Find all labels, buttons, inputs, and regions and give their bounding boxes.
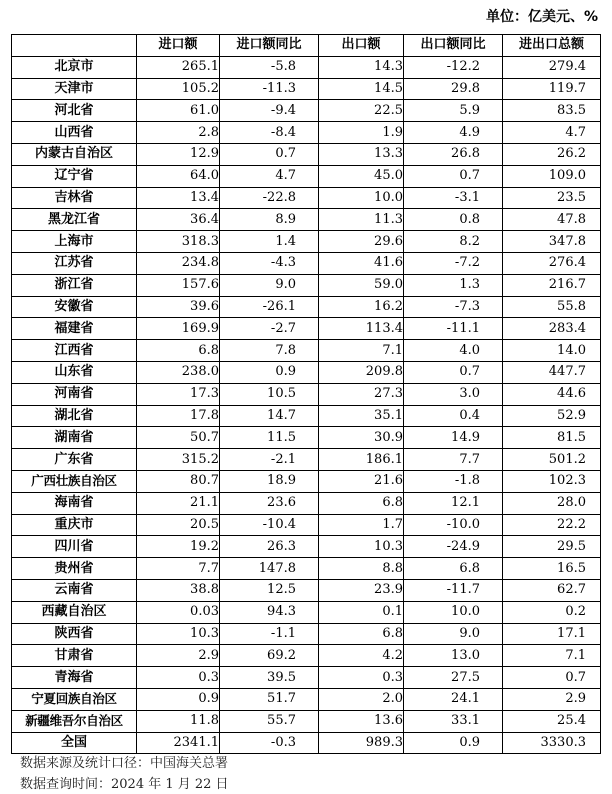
- region-name: 江西省: [12, 340, 137, 362]
- total-value: 347.8: [503, 231, 601, 253]
- region-name: 新疆维吾尔自治区: [12, 710, 137, 732]
- total-value: 2.9: [503, 688, 601, 710]
- total-value: 119.7: [503, 78, 601, 100]
- export-value: 0.3: [319, 667, 404, 689]
- table-row: [12, 710, 601, 732]
- table-row: [12, 340, 601, 362]
- export-yoy: 0.4: [404, 405, 503, 427]
- total-value: 55.8: [503, 296, 601, 318]
- export-yoy: 4.0: [404, 340, 503, 362]
- export-yoy: -10.0: [404, 514, 503, 536]
- region-name: 四川省: [12, 536, 137, 558]
- import-value: 61.0: [137, 100, 220, 122]
- region-name: 湖北省: [12, 405, 137, 427]
- table-row: [12, 274, 601, 296]
- region-name: 贵州省: [12, 558, 137, 580]
- total-value: 279.4: [503, 56, 601, 78]
- import-yoy: 51.7: [220, 688, 319, 710]
- import-value: 157.6: [137, 274, 220, 296]
- import-value: 169.9: [137, 318, 220, 340]
- region-name: 陕西省: [12, 623, 137, 645]
- region-name: 上海市: [12, 231, 137, 253]
- import-yoy: 7.8: [220, 340, 319, 362]
- import-value: 7.7: [137, 558, 220, 580]
- table-row: [12, 209, 601, 231]
- table-row: [12, 579, 601, 601]
- table-header-row: [12, 35, 601, 57]
- import-yoy: -11.3: [220, 78, 319, 100]
- total-value: 22.2: [503, 514, 601, 536]
- import-value: 265.1: [137, 56, 220, 78]
- import-value: 2341.1: [137, 732, 220, 754]
- import-value: 11.8: [137, 710, 220, 732]
- total-value: 447.7: [503, 361, 601, 383]
- table-row: [12, 667, 601, 689]
- export-yoy: 27.5: [404, 667, 503, 689]
- export-yoy: 24.1: [404, 688, 503, 710]
- export-value: 6.8: [319, 623, 404, 645]
- total-value: 44.6: [503, 383, 601, 405]
- total-value: 26.2: [503, 143, 601, 165]
- import-value: 21.1: [137, 492, 220, 514]
- import-value: 0.9: [137, 688, 220, 710]
- export-yoy: 10.0: [404, 601, 503, 623]
- export-yoy: 4.9: [404, 122, 503, 144]
- import-value: 2.9: [137, 645, 220, 667]
- export-yoy: 0.9: [404, 732, 503, 754]
- total-value: 216.7: [503, 274, 601, 296]
- export-yoy: 5.9: [404, 100, 503, 122]
- export-value: 14.3: [319, 56, 404, 78]
- table-row: [12, 143, 601, 165]
- export-value: 0.1: [319, 601, 404, 623]
- import-value: 234.8: [137, 252, 220, 274]
- import-value: 19.2: [137, 536, 220, 558]
- region-name: 西藏自治区: [12, 601, 137, 623]
- region-name: 辽宁省: [12, 165, 137, 187]
- total-value: 23.5: [503, 187, 601, 209]
- export-value: 13.6: [319, 710, 404, 732]
- total-value: 81.5: [503, 427, 601, 449]
- table-row: [12, 427, 601, 449]
- export-value: 4.2: [319, 645, 404, 667]
- region-name: 黑龙江省: [12, 209, 137, 231]
- import-value: 2.8: [137, 122, 220, 144]
- import-yoy: 39.5: [220, 667, 319, 689]
- export-value: 186.1: [319, 449, 404, 471]
- export-value: 7.1: [319, 340, 404, 362]
- region-name: 广西壮族自治区: [12, 470, 137, 492]
- total-value: 283.4: [503, 318, 601, 340]
- table-row: [12, 558, 601, 580]
- export-value: 41.6: [319, 252, 404, 274]
- region-name: 内蒙古自治区: [12, 143, 137, 165]
- total-value: 4.7: [503, 122, 601, 144]
- import-yoy: -2.1: [220, 449, 319, 471]
- import-value: 315.2: [137, 449, 220, 471]
- import-yoy: 9.0: [220, 274, 319, 296]
- export-value: 1.7: [319, 514, 404, 536]
- export-yoy: 33.1: [404, 710, 503, 732]
- header-region: [12, 35, 137, 57]
- import-yoy: 26.3: [220, 536, 319, 558]
- table-row: [12, 318, 601, 340]
- total-value: 7.1: [503, 645, 601, 667]
- export-value: 2.0: [319, 688, 404, 710]
- region-name: 福建省: [12, 318, 137, 340]
- export-value: 8.8: [319, 558, 404, 580]
- import-yoy: 1.4: [220, 231, 319, 253]
- export-yoy: 29.8: [404, 78, 503, 100]
- region-name: 湖南省: [12, 427, 137, 449]
- table-row: [12, 187, 601, 209]
- import-yoy: 14.7: [220, 405, 319, 427]
- import-yoy: 11.5: [220, 427, 319, 449]
- header-total: 进出口总额: [503, 35, 601, 57]
- export-yoy: 0.7: [404, 165, 503, 187]
- total-value: 52.9: [503, 405, 601, 427]
- export-value: 45.0: [319, 165, 404, 187]
- import-value: 238.0: [137, 361, 220, 383]
- import-yoy: 147.8: [220, 558, 319, 580]
- import-yoy: 4.7: [220, 165, 319, 187]
- import-value: 12.9: [137, 143, 220, 165]
- table-row: [12, 514, 601, 536]
- import-yoy: 69.2: [220, 645, 319, 667]
- total-value: 83.5: [503, 100, 601, 122]
- table-row: [12, 231, 601, 253]
- export-value: 209.8: [319, 361, 404, 383]
- header-export-yoy: 出口额同比: [404, 35, 503, 57]
- total-value: 3330.3: [503, 732, 601, 754]
- total-value: 25.4: [503, 710, 601, 732]
- export-value: 30.9: [319, 427, 404, 449]
- export-value: 989.3: [319, 732, 404, 754]
- region-name: 海南省: [12, 492, 137, 514]
- table-row: [12, 732, 601, 754]
- export-value: 16.2: [319, 296, 404, 318]
- table-row: [12, 623, 601, 645]
- table-row: [12, 165, 601, 187]
- export-yoy: 8.2: [404, 231, 503, 253]
- total-value: 102.3: [503, 470, 601, 492]
- table-row: [12, 296, 601, 318]
- table-row: [12, 688, 601, 710]
- export-yoy: -1.8: [404, 470, 503, 492]
- import-yoy: -1.1: [220, 623, 319, 645]
- export-yoy: 7.7: [404, 449, 503, 471]
- total-value: 62.7: [503, 579, 601, 601]
- unit-label: 单位：亿美元、%: [485, 9, 598, 25]
- region-name: 广东省: [12, 449, 137, 471]
- export-value: 11.3: [319, 209, 404, 231]
- import-yoy: -9.4: [220, 100, 319, 122]
- table-body: [12, 56, 601, 754]
- export-value: 14.5: [319, 78, 404, 100]
- import-yoy: 0.7: [220, 143, 319, 165]
- import-yoy: 94.3: [220, 601, 319, 623]
- export-yoy: 26.8: [404, 143, 503, 165]
- import-value: 39.6: [137, 296, 220, 318]
- export-yoy: -3.1: [404, 187, 503, 209]
- table-row: [12, 645, 601, 667]
- region-name: 北京市: [12, 56, 137, 78]
- region-name: 天津市: [12, 78, 137, 100]
- import-yoy: 55.7: [220, 710, 319, 732]
- table-row: [12, 78, 601, 100]
- table-row: [12, 100, 601, 122]
- region-name: 江苏省: [12, 252, 137, 274]
- import-yoy: 18.9: [220, 470, 319, 492]
- export-yoy: -12.2: [404, 56, 503, 78]
- import-value: 64.0: [137, 165, 220, 187]
- import-yoy: 10.5: [220, 383, 319, 405]
- import-yoy: 0.9: [220, 361, 319, 383]
- export-value: 35.1: [319, 405, 404, 427]
- import-value: 105.2: [137, 78, 220, 100]
- trade-table: [11, 34, 601, 754]
- export-yoy: 14.9: [404, 427, 503, 449]
- import-yoy: -22.8: [220, 187, 319, 209]
- region-name: 河北省: [12, 100, 137, 122]
- import-value: 10.3: [137, 623, 220, 645]
- import-value: 17.3: [137, 383, 220, 405]
- export-yoy: 0.7: [404, 361, 503, 383]
- total-value: 17.1: [503, 623, 601, 645]
- import-yoy: -26.1: [220, 296, 319, 318]
- import-yoy: -8.4: [220, 122, 319, 144]
- import-value: 0.3: [137, 667, 220, 689]
- region-name: 甘肃省: [12, 645, 137, 667]
- table-row: [12, 405, 601, 427]
- region-name: 云南省: [12, 579, 137, 601]
- export-value: 10.0: [319, 187, 404, 209]
- import-value: 6.8: [137, 340, 220, 362]
- total-value: 28.0: [503, 492, 601, 514]
- import-value: 318.3: [137, 231, 220, 253]
- table-row: [12, 252, 601, 274]
- export-yoy: -11.7: [404, 579, 503, 601]
- total-value: 47.8: [503, 209, 601, 231]
- import-yoy: -5.8: [220, 56, 319, 78]
- table-row: [12, 470, 601, 492]
- region-name: 吉林省: [12, 187, 137, 209]
- region-name: 重庆市: [12, 514, 137, 536]
- total-value: 501.2: [503, 449, 601, 471]
- table-row: [12, 449, 601, 471]
- import-yoy: -4.3: [220, 252, 319, 274]
- export-yoy: 9.0: [404, 623, 503, 645]
- total-value: 16.5: [503, 558, 601, 580]
- total-value: 0.7: [503, 667, 601, 689]
- export-value: 22.5: [319, 100, 404, 122]
- export-value: 27.3: [319, 383, 404, 405]
- import-yoy: -10.4: [220, 514, 319, 536]
- export-yoy: -24.9: [404, 536, 503, 558]
- header-import-yoy: 进口额同比: [220, 35, 319, 57]
- region-name: 山东省: [12, 361, 137, 383]
- table-row: [12, 601, 601, 623]
- table-row: [12, 56, 601, 78]
- region-name: 山西省: [12, 122, 137, 144]
- export-yoy: 1.3: [404, 274, 503, 296]
- total-value: 276.4: [503, 252, 601, 274]
- header-import: 进口额: [137, 35, 220, 57]
- import-yoy: 12.5: [220, 579, 319, 601]
- export-value: 1.9: [319, 122, 404, 144]
- region-name: 安徽省: [12, 296, 137, 318]
- export-value: 23.9: [319, 579, 404, 601]
- query-time-note: 数据查询时间：2024 年 1 月 22 日: [20, 777, 229, 792]
- import-yoy: -0.3: [220, 732, 319, 754]
- export-value: 21.6: [319, 470, 404, 492]
- source-note: 数据来源及统计口径：中国海关总署: [20, 756, 229, 771]
- export-yoy: 13.0: [404, 645, 503, 667]
- import-yoy: 23.6: [220, 492, 319, 514]
- import-value: 20.5: [137, 514, 220, 536]
- region-name: 浙江省: [12, 274, 137, 296]
- export-yoy: 3.0: [404, 383, 503, 405]
- export-yoy: 12.1: [404, 492, 503, 514]
- region-name: 河南省: [12, 383, 137, 405]
- export-value: 13.3: [319, 143, 404, 165]
- import-value: 38.8: [137, 579, 220, 601]
- export-value: 59.0: [319, 274, 404, 296]
- header-export: 出口额: [319, 35, 404, 57]
- import-value: 0.03: [137, 601, 220, 623]
- import-yoy: 8.9: [220, 209, 319, 231]
- table-row: [12, 361, 601, 383]
- export-value: 6.8: [319, 492, 404, 514]
- export-value: 29.6: [319, 231, 404, 253]
- export-value: 113.4: [319, 318, 404, 340]
- table-row: [12, 536, 601, 558]
- total-value: 14.0: [503, 340, 601, 362]
- export-yoy: -7.2: [404, 252, 503, 274]
- region-name: 青海省: [12, 667, 137, 689]
- total-value: 0.2: [503, 601, 601, 623]
- import-value: 80.7: [137, 470, 220, 492]
- table-row: [12, 492, 601, 514]
- table-row: [12, 383, 601, 405]
- export-yoy: -11.1: [404, 318, 503, 340]
- total-value: 29.5: [503, 536, 601, 558]
- region-name: 宁夏回族自治区: [12, 688, 137, 710]
- import-value: 13.4: [137, 187, 220, 209]
- region-name: 全国: [12, 732, 137, 754]
- export-yoy: -7.3: [404, 296, 503, 318]
- table-row: [12, 122, 601, 144]
- export-yoy: 0.8: [404, 209, 503, 231]
- export-value: 10.3: [319, 536, 404, 558]
- export-yoy: 6.8: [404, 558, 503, 580]
- import-yoy: -2.7: [220, 318, 319, 340]
- import-value: 36.4: [137, 209, 220, 231]
- import-value: 17.8: [137, 405, 220, 427]
- total-value: 109.0: [503, 165, 601, 187]
- import-value: 50.7: [137, 427, 220, 449]
